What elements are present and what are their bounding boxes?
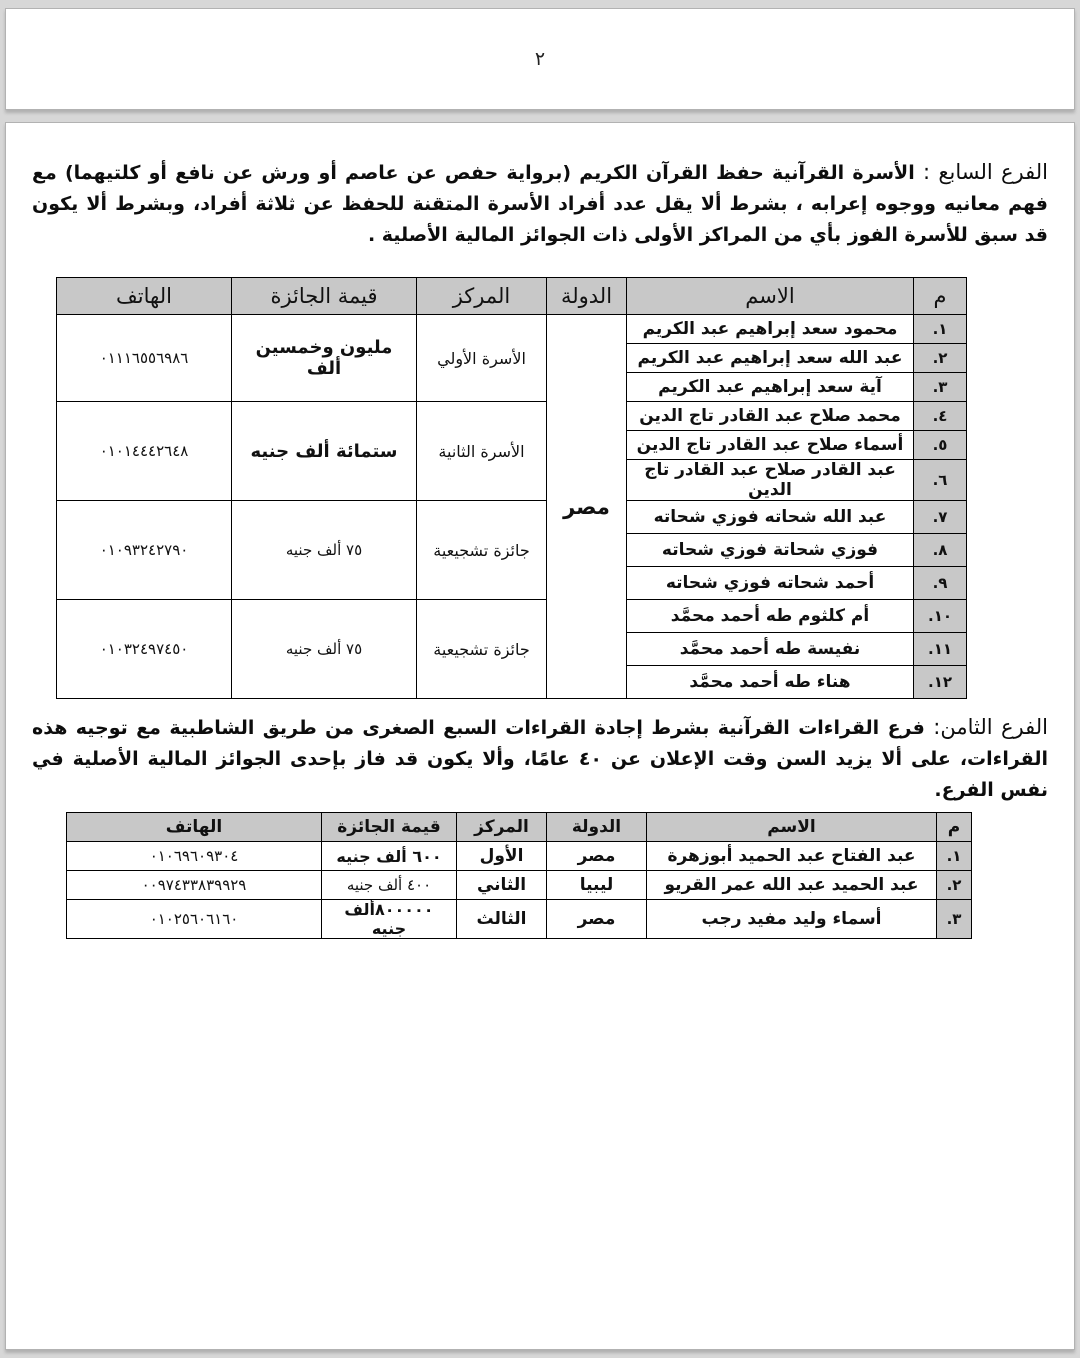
- row-number: ١٠.: [914, 600, 967, 633]
- contestant-name: أسماء وليد مفيد رجب: [647, 900, 937, 939]
- section7-title: الفرع السابع :: [914, 160, 1048, 184]
- section7-paragraph: [32, 157, 1048, 251]
- prize-value-cell: مليون وخمسين ألف: [232, 315, 417, 402]
- column-header: الهاتف: [57, 278, 232, 315]
- column-header: قيمة الجائزة: [322, 813, 457, 842]
- column-header: المركز: [457, 813, 547, 842]
- contestant-name: عبد الحميد عبد الله عمر القريو: [647, 871, 937, 900]
- contestant-name: أحمد شحاته فوزي شحاته: [627, 567, 914, 600]
- phone-number-cell: ٠١٠٦٩٦٠٩٣٠٤: [67, 842, 322, 871]
- row-number: ٣.: [914, 373, 967, 402]
- section8-title: الفرع الثامن:: [924, 715, 1048, 739]
- table-header-row: [57, 278, 967, 315]
- section8-paragraph: [32, 712, 1048, 806]
- contestant-name: آية سعد إبراهيم عبد الكريم: [627, 373, 914, 402]
- position-cell: الأسرة الأولي: [417, 315, 547, 402]
- contestant-name: فوزي شحاتة فوزي شحاته: [627, 534, 914, 567]
- document-page: [5, 122, 1075, 1350]
- table-row: [57, 501, 967, 534]
- section7-body: الأسرة القرآنية حفظ القرآن الكريم (برواية حفص عن عاصم أو ورش عن نافع أو كلتيهما) مع فهم معانيه ووجوه إعرابه ، بشرط ألا يقل عدد أفراد الأسرة المتقنة للحفظ عن ثلاثة أفراد، وبشرط ألا يكون قد سبق للأسرة الفوز بأي من المراكز الأولى ذات الجوائز المالية الأصلية .: [32, 162, 1048, 246]
- row-number: ٤.: [914, 402, 967, 431]
- country-cell: مصر: [547, 315, 627, 699]
- column-header: قيمة الجائزة: [232, 278, 417, 315]
- phone-number-cell: ٠١٠١٤٤٤٢٦٤٨: [57, 402, 232, 501]
- table-header-row: [67, 813, 972, 842]
- row-number: ١.: [914, 315, 967, 344]
- position-cell: الثالث: [457, 900, 547, 939]
- table-row: [67, 871, 972, 900]
- column-header: م: [914, 278, 967, 315]
- row-number: ١٢.: [914, 666, 967, 699]
- contestant-name: عبد الله سعد إبراهيم عبد الكريم: [627, 344, 914, 373]
- contestant-name: عبد الله شحاته فوزي شحاته: [627, 501, 914, 534]
- contestant-name: أسماء صلاح عبد القادر تاج الدين: [627, 431, 914, 460]
- phone-number-cell: ٠١٠٣٢٤٩٧٤٥٠: [57, 600, 232, 699]
- contestant-name: عبد القادر صلاح عبد القادر تاج الدين: [627, 460, 914, 501]
- contestant-name: أم كلثوم طه أحمد محمَّد: [627, 600, 914, 633]
- row-number: ٧.: [914, 501, 967, 534]
- prize-value-cell: ٧٥ ألف جنيه: [232, 600, 417, 699]
- page-number: ٢: [534, 48, 546, 70]
- phone-number-cell: ٠٠٩٧٤٣٣٨٣٩٩٢٩: [67, 871, 322, 900]
- position-cell: الأول: [457, 842, 547, 871]
- column-header: م: [937, 813, 972, 842]
- section8-results-table: [66, 812, 972, 939]
- contestant-name: محمود سعد إبراهيم عبد الكريم: [627, 315, 914, 344]
- table-row: [67, 900, 972, 939]
- contestant-name: هناء طه أحمد محمَّد: [627, 666, 914, 699]
- table-row: [67, 842, 972, 871]
- phone-number-cell: ٠١٠٩٣٢٤٢٧٩٠: [57, 501, 232, 600]
- row-number: ١١.: [914, 633, 967, 666]
- position-cell: جائزة تشجيعية: [417, 600, 547, 699]
- column-header: الاسم: [647, 813, 937, 842]
- row-number: ٥.: [914, 431, 967, 460]
- contestant-name: محمد صلاح عبد القادر تاج الدين: [627, 402, 914, 431]
- contestant-name: نفيسة طه أحمد محمَّد: [627, 633, 914, 666]
- table-row: [57, 600, 967, 633]
- prize-value-cell: ٧٥ ألف جنيه: [232, 501, 417, 600]
- row-number: ٢.: [914, 344, 967, 373]
- section7-results-table: [56, 277, 967, 699]
- position-cell: جائزة تشجيعية: [417, 501, 547, 600]
- position-cell: الأسرة الثانية: [417, 402, 547, 501]
- phone-number-cell: ٠١٠٢٥٦٠٦١٦٠: [67, 900, 322, 939]
- country-cell: مصر: [547, 842, 647, 871]
- column-header: الاسم: [627, 278, 914, 315]
- row-number: ٨.: [914, 534, 967, 567]
- row-number: ٩.: [914, 567, 967, 600]
- contestant-name: عبد الفتاح عبد الحميد أبوزهرة: [647, 842, 937, 871]
- prize-value-cell: ٨٠٠٠٠٠ألف جنيه: [322, 900, 457, 939]
- scanned-document-page: [0, 8, 1080, 1358]
- row-number: ٦.: [914, 460, 967, 501]
- section8-body: فرع القراءات القرآنية بشرط إجادة القراءات السبع الصغرى من طريق الشاطبية مع توجيه هذه القراءات، على ألا يزيد السن وقت الإعلان عن ٤٠ عامًا، وألا يكون قد فاز بإحدى الجوائز المالية الأصلية في نفس الفرع.: [32, 717, 1049, 801]
- position-cell: الثاني: [457, 871, 547, 900]
- previous-page-footer-strip: [5, 8, 1075, 110]
- phone-number-cell: ٠١١١٦٥٥٦٩٨٦: [57, 315, 232, 402]
- prize-value-cell: ٦٠٠ ألف جنيه: [322, 842, 457, 871]
- country-cell: ليبيا: [547, 871, 647, 900]
- row-number: ١.: [937, 842, 972, 871]
- table-row: [57, 315, 967, 344]
- prize-value-cell: ٤٠٠ ألف جنيه: [322, 871, 457, 900]
- column-header: الدولة: [547, 278, 627, 315]
- prize-value-cell: ستمائة ألف جنيه: [232, 402, 417, 501]
- country-cell: مصر: [547, 900, 647, 939]
- column-header: المركز: [417, 278, 547, 315]
- row-number: ٣.: [937, 900, 972, 939]
- column-header: الهاتف: [67, 813, 322, 842]
- column-header: الدولة: [547, 813, 647, 842]
- page-content: [6, 123, 1074, 939]
- row-number: ٢.: [937, 871, 972, 900]
- table-row: [57, 402, 967, 431]
